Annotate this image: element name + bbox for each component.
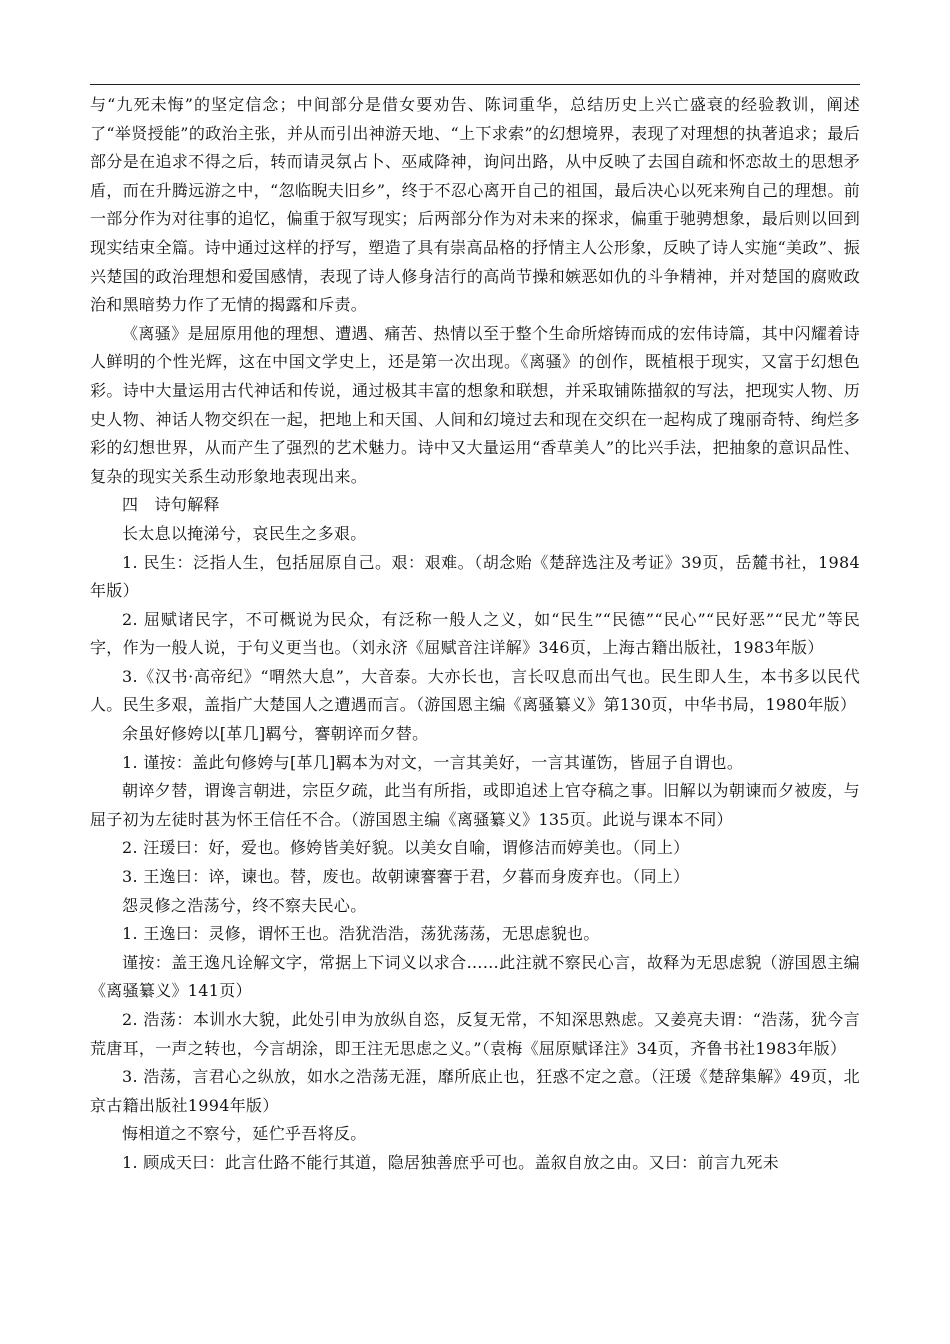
header-rule [90, 84, 860, 85]
annotation-item: 1. 民生：泛指人生，包括屈原自己。艰：艰难。（胡念贻《楚辞选注及考证》39页，岳麓书社，1984年版） [90, 552, 860, 601]
paragraph-artistic-features: 《离骚》是屈原用他的理想、遭遇、痛苦、热情以至于整个生命所熔铸而成的宏伟诗篇，其中闪耀着诗人鲜明的个性光辉，这在中国文学史上，还是第一次出现。《离骚》的创作，既植根于现实，又富于幻想色彩。诗中大量运用古代神话和传说，通过极其丰富的想象和联想，并采取铺陈描叙的写法，把现实人物、历史人物、神话人物交织在一起，把地上和天国、人间和幻境过去和现在交织在一起构成了瑰丽奇特、绚烂多彩的幻想世界，从而产生了强烈的艺术魅力。诗中又大量运用“香草美人”的比兴手法，把抽象的意识品性、复杂的现实关系生动形象地表现出来。 [90, 323, 860, 486]
verse-line: 悔相道之不察兮，延伫乎吾将反。 [122, 1124, 367, 1144]
paragraph-structure-summary: 与“九死未悔”的坚定信念；中间部分是借女要劝告、陈词重华，总结历史上兴亡盛衰的经验教训，阐述了“举贤授能”的政治主张，并从而引出神游天地、“上下求索”的幻想境界，表现了对理想的执著追求；最后部分是在追求不得之后，转而请灵氛占卜、巫咸降神，询问出路，从中反映了去国自疏和怀恋故土的思想矛盾，而在升腾远游之中，“忽临睨夫旧乡”，终于不忍心离开自己的祖国，最后决心以死来殉自己的理想。前一部分作为对往事的追忆，偏重于叙写现实；后两部分作为对未来的探求，偏重于驰骋想象，最后则以回到现实结束全篇。诗中通过这样的抒写，塑造了具有崇高品格的抒情主人公形象，反映了诗人实施“美政”、振兴楚国的政治理想和爱国感情，表现了诗人修身洁行的高尚节操和嫉恶如仇的斗争精神，并对楚国的腐败政治和黑暗势力作了无情的揭露和斥责。 [90, 95, 860, 315]
annotation-item: 1. 王逸曰：灵修，谓怀王也。浩犹浩浩，荡犹荡荡，无思虑貌也。 [122, 924, 600, 944]
annotation-item: 3. 浩荡，言君心之纵放，如水之浩荡无涯，靡所底止也，狂惑不定之意。（汪瑗《楚辞集解》49页，北京古籍出版社1994年版） [90, 1067, 860, 1115]
verse-line: 怨灵修之浩荡兮，终不察夫民心。 [122, 895, 367, 915]
annotation-item: 1. 顾成天曰：此言仕路不能行其道，隐居独善庶乎可也。盖叙自放之由。又曰：前言九死未 [122, 1152, 779, 1172]
annotation-item: 1. 谨按：盖此句修姱与[革几]羁本为对文，一言其美好，一言其谨饬，皆屈子自谓也。 [122, 752, 744, 772]
verse-line: 余虽好修姱以[革几]羁兮，謇朝谇而夕替。 [122, 724, 429, 744]
section-heading-line-explanations: 四 诗句解释 [122, 495, 220, 515]
annotation-item: 3.《汉书·高帝纪》“喟然大息”，大音泰。大亦长也，言长叹息而出气也。民生即人生，本书多以民代人。民生多艰，盖指广大楚国人之遭遇而言。（游国恩主编《离骚纂义》第130页，中华书局，1980年版） [90, 666, 860, 715]
document-page [90, 84, 860, 1178]
annotation-item: 2. 浩荡：本训水大貌，此处引申为放纵自恣，反复无常，不知深思熟虑。又姜亮夫谓：“浩荡，犹今言荒唐耳，一声之转也，今言胡涂，即王注无思虑之义。”（袁梅《屈原赋译注》34页，齐鲁书社1983年版） [90, 1010, 860, 1058]
annotation-item: 2. 汪瑗曰：好，爱也。修姱皆美好貌。以美女自喻，谓修洁而婷美也。（同上） [122, 838, 690, 858]
annotation-item: 朝谇夕替，谓谗言朝进，宗臣夕疏，此当有所指，或即追述上官夺稿之事。旧解以为朝谏而夕被废，与屈子初为左徒时甚为怀王信任不合。（游国恩主编《离骚纂义》135页。此说与课本不同） [90, 781, 860, 829]
verse-line: 长太息以掩涕兮，哀民生之多艰。 [122, 523, 367, 543]
annotation-item: 谨按：盖王逸凡诠解文字，常据上下词义以求合……此注就不察民心言，故释为无思虑貌（游国恩主编《离骚纂义》141页） [90, 952, 860, 1001]
annotation-item: 3. 王逸曰：谇，谏也。替，废也。故朝谏謇謇于君，夕暮而身废弃也。（同上） [122, 867, 690, 887]
annotation-item: 2. 屈赋诸民字，不可概说为民众，有泛称一般人之义，如“民生”“民德”“民心”“民好恶”“民尤”等民字，作为一般人说，于句义更当也。（刘永济《屈赋音注详解》346页，上海古籍出版社，1983年版） [90, 609, 860, 658]
